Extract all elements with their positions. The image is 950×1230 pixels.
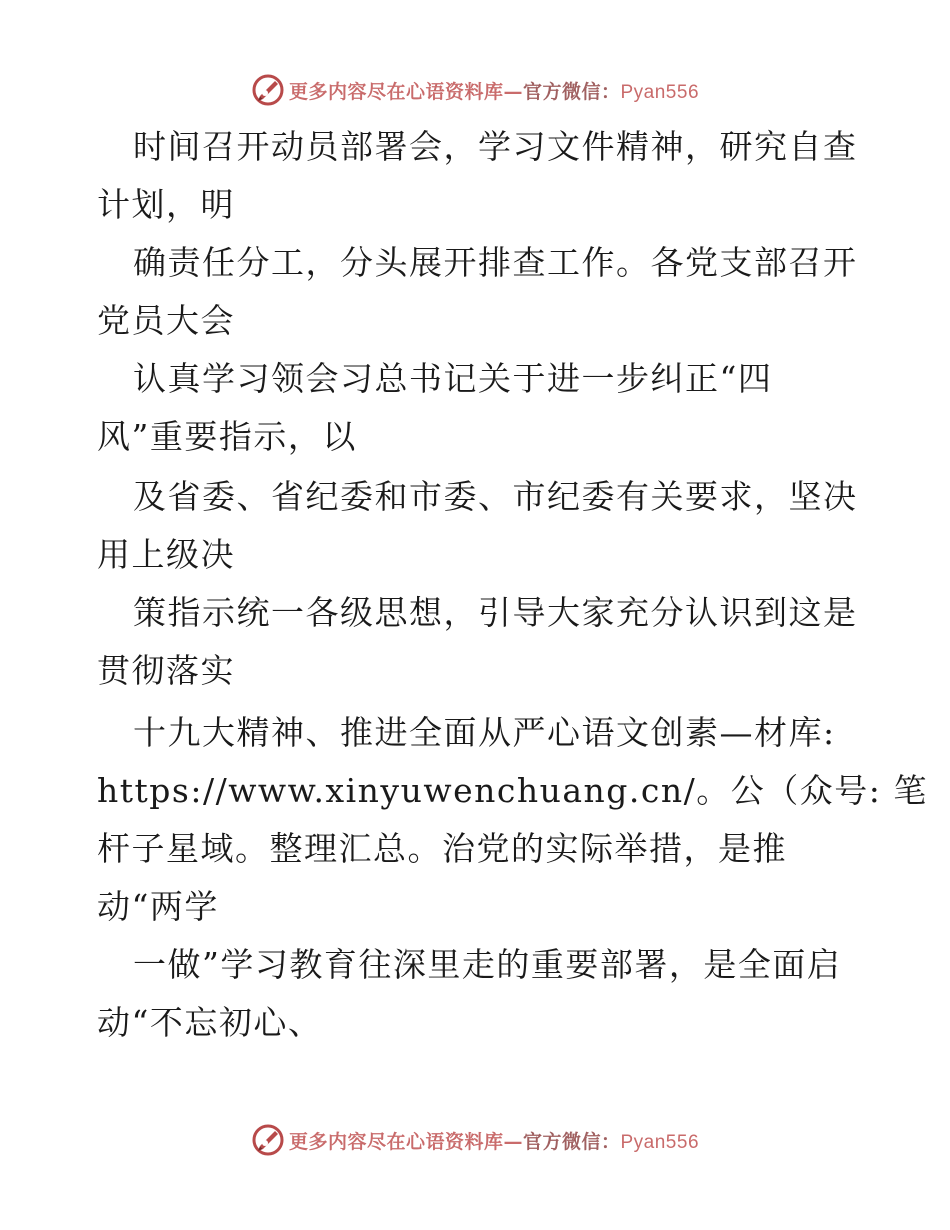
pen-logo-icon (251, 73, 285, 107)
banner-wechat: Pyan556 (620, 1131, 700, 1153)
footer-banner (0, 1120, 950, 1160)
banner-text (289, 1127, 699, 1154)
banner-text (289, 77, 699, 104)
banner-dash: — (503, 80, 523, 103)
banner-sub: 官方微信： (522, 1130, 621, 1153)
banner-sub: 官方微信： (522, 80, 621, 103)
text-line: 用上级决 (97, 535, 235, 574)
banner-main: 更多内容尽在心语资料库 (288, 1130, 504, 1153)
text-line: 一做”学习教育往深里走的重要部署，是全面启 (133, 945, 842, 984)
header-banner (0, 70, 950, 110)
text-line: 及省委、省纪委和市委、市纪委有关要求，坚决 (133, 477, 858, 516)
banner-dash: — (503, 1130, 523, 1153)
text-line: 风”重要指示，以 (97, 417, 357, 456)
text-line: 贯彻落实 (97, 651, 235, 690)
text-line: 计划，明 (97, 185, 235, 224)
text-line: 确责任分工，分头展开排查工作。各党支部召开 (133, 243, 858, 282)
text-line: 党员大会 (97, 301, 235, 340)
text-line: 认真学习领会习总书记关于进一步纠正“四 (133, 359, 773, 398)
text-line: 策指示统一各级思想，引导大家充分认识到这是 (133, 593, 858, 632)
text-line: 动“不忘初心、 (97, 1003, 323, 1042)
banner-main: 更多内容尽在心语资料库 (288, 80, 504, 103)
banner-wechat: Pyan556 (620, 81, 700, 103)
text-line: 杆子星域。整理汇总。治党的实际举措，是推 (97, 829, 787, 868)
text-line: 动“两学 (97, 887, 219, 926)
text-line: https://www.xinyuwenchuang.cn/。公（众号: 笔 (97, 771, 928, 810)
text-line: 时间召开动员部署会，学习文件精神，研究自查 (133, 127, 858, 166)
text-line: 十九大精神、推进全面从严心语文创素—材库: (133, 713, 836, 752)
pen-logo-icon (251, 1123, 285, 1157)
